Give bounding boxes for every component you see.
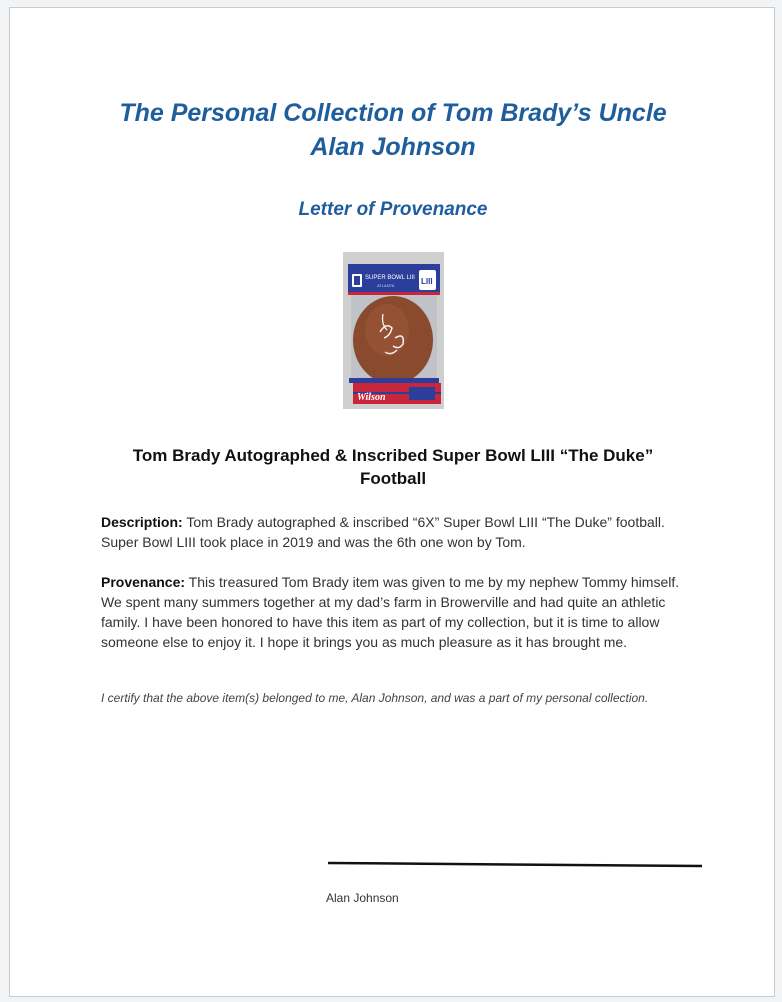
letter-page xyxy=(9,7,775,997)
description-text: Tom Brady autographed & inscribed “6X” Super Bowl LIII “The Duke” football. Super Bowl LIII took place in 2019 and was the 6th one won by Tom. xyxy=(101,514,665,550)
signature-name: Alan Johnson xyxy=(326,891,399,905)
box-badge-text: LIII xyxy=(421,277,433,286)
football-in-box-image xyxy=(343,252,444,409)
title-line-1: The Personal Collection of Tom Brady’s Uncle xyxy=(119,99,667,127)
page-title xyxy=(10,96,776,164)
description-label: Description: xyxy=(101,514,183,530)
item-title-line-2: Football xyxy=(359,469,427,488)
signature-line xyxy=(328,860,704,872)
football-photo xyxy=(343,252,444,409)
item-title xyxy=(110,444,676,490)
certification-statement: I certify that the above item(s) belonged to me, Alan Johnson, and was a part of my personal collection. xyxy=(101,691,649,705)
title-line-2: Alan Johnson xyxy=(310,133,476,161)
provenance-text: This treasured Tom Brady item was given to me by my nephew Tommy himself. We spent many summers together at my dad’s farm in Browerville and had quite an athletic family. I have been honored to have this item as part of my collection, but it is time to allow someone else to enjoy it. I hope it brings you as much pleasure as it has brought me. xyxy=(101,574,680,650)
box-top-text: SUPER BOWL LIII xyxy=(365,275,415,281)
subtitle: Letter of Provenance xyxy=(298,199,488,220)
provenance-paragraph xyxy=(101,572,693,652)
provenance-label: Provenance: xyxy=(101,574,186,590)
box-brand-text: Wilson xyxy=(357,392,386,403)
box-city-text: ATLANTA xyxy=(377,283,395,288)
description-paragraph xyxy=(101,512,693,552)
item-title-line-1: Tom Brady Autographed & Inscribed Super Bowl LIII “The Duke” xyxy=(132,446,654,465)
